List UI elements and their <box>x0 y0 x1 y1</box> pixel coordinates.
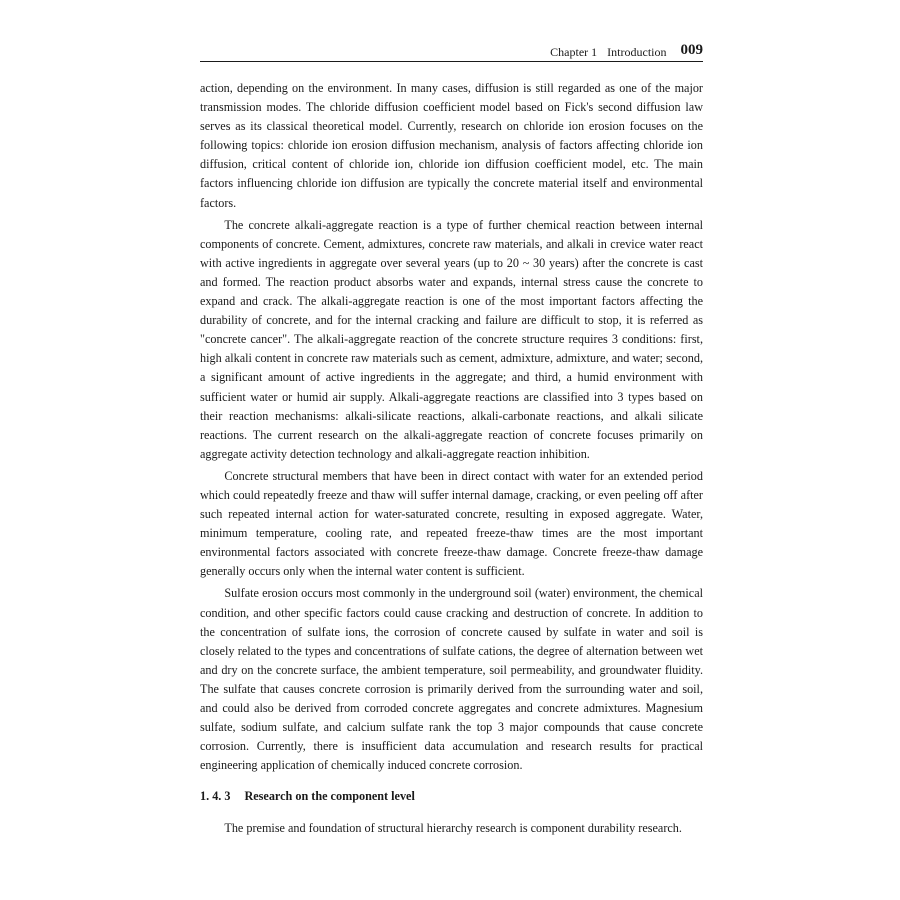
header-divider <box>200 61 703 62</box>
paragraph-component-level: The premise and foundation of structural hierarchy research is component durability research. <box>224 821 682 836</box>
chapter-label: Chapter 1 <box>550 45 598 59</box>
body-text <box>200 79 703 842</box>
section-title: Research on the component level <box>244 789 415 804</box>
page-number: 009 <box>680 42 703 58</box>
paragraph-alkali-aggregate: The concrete alkali-aggregate reaction is a type of further chemical reaction between internal components of concrete. Cement, admixtures, concrete raw materials, and alkali in crevice water react with active ingredients in aggregate over several years (up to 20 ~ 30 years) after the concrete is cast and formed. The reaction product absorbs water and expands, internal stress cause the concrete to expand and crack. The alkali-aggregate reaction is one of the most important factors affecting the durability of concrete, and for the internal cracking and failure are difficult to stop, it is referred as "concrete cancer". The alkali-aggregate reaction of the concrete structure requires 3 conditions: first, high alkali content in concrete raw materials such as cement, admixture, admixture, and water; second, a significant amount of active ingredients in the aggregate; and third, a humid environment with sufficient water or humid air supply. Alkali-aggregate reactions are classified into 3 types based on their reaction mechanisms: alkali-silicate reactions, alkali-carbonate reactions, and alkali silicate reactions. The current research on the alkali-aggregate reaction of concrete focuses primarily on aggregate activity detection technology and alkali-aggregate reaction inhibition. <box>200 217 703 461</box>
paragraph-chloride-continued: action, depending on the environment. In many cases, diffusion is still regarded as one of the major transmission modes. The chloride diffusion coefficient model based on Fick's second diffusion law serves as its classical theoretical model. Currently, research on chloride ion erosion focuses on the following topics: chloride ion erosion diffusion mechanism, analysis of factors affecting chloride ion diffusion, critical content of chloride ion, chloride ion diffusion coefficient model, etc. The main factors influencing chloride ion diffusion are typically the concrete material itself and environmental factors. <box>200 81 703 210</box>
section-heading <box>200 787 703 806</box>
section-number: 1. 4. 3 <box>200 789 231 804</box>
chapter-title: Introduction <box>607 45 667 59</box>
paragraph-sulfate-erosion: Sulfate erosion occurs most commonly in the underground soil (water) environment, the chemical condition, and other specific factors could cause cracking and destruction of concrete. In addition to the concentration of sulfate ions, the corrosion of concrete caused by sulfate in water and soil is closely related to the types and concentrations of sulfate cations, the degree of alternation between wet and dry on the concrete surface, the ambient temperature, soil permeability, and groundwater fluidity. The sulfate that causes concrete corrosion is primarily derived from the surrounding water and soil, and could also be derived from corroded concrete aggregates and concrete admixtures. Magnesium sulfate, sodium sulfate, and calcium sulfate rank the top 3 major compounds that cause concrete corrosion. Currently, there is insufficient data accumulation and research results for practical engineering application of chemically induced concrete corrosion. <box>200 586 703 773</box>
paragraph-freeze-thaw: Concrete structural members that have been in direct contact with water for an extended period which could repeatedly freeze and thaw will suffer internal damage, cracking, or even peeling off after such repeated internal action for water-saturated concrete, resulting in exposed aggregate. Water, minimum temperature, cooling rate, and repeated freeze-thaw times are the most important environmental factors associated with concrete freeze-thaw damage. Concrete freeze-thaw damage generally occurs only when the internal water content is sufficient. <box>200 468 703 579</box>
running-header <box>200 38 703 58</box>
